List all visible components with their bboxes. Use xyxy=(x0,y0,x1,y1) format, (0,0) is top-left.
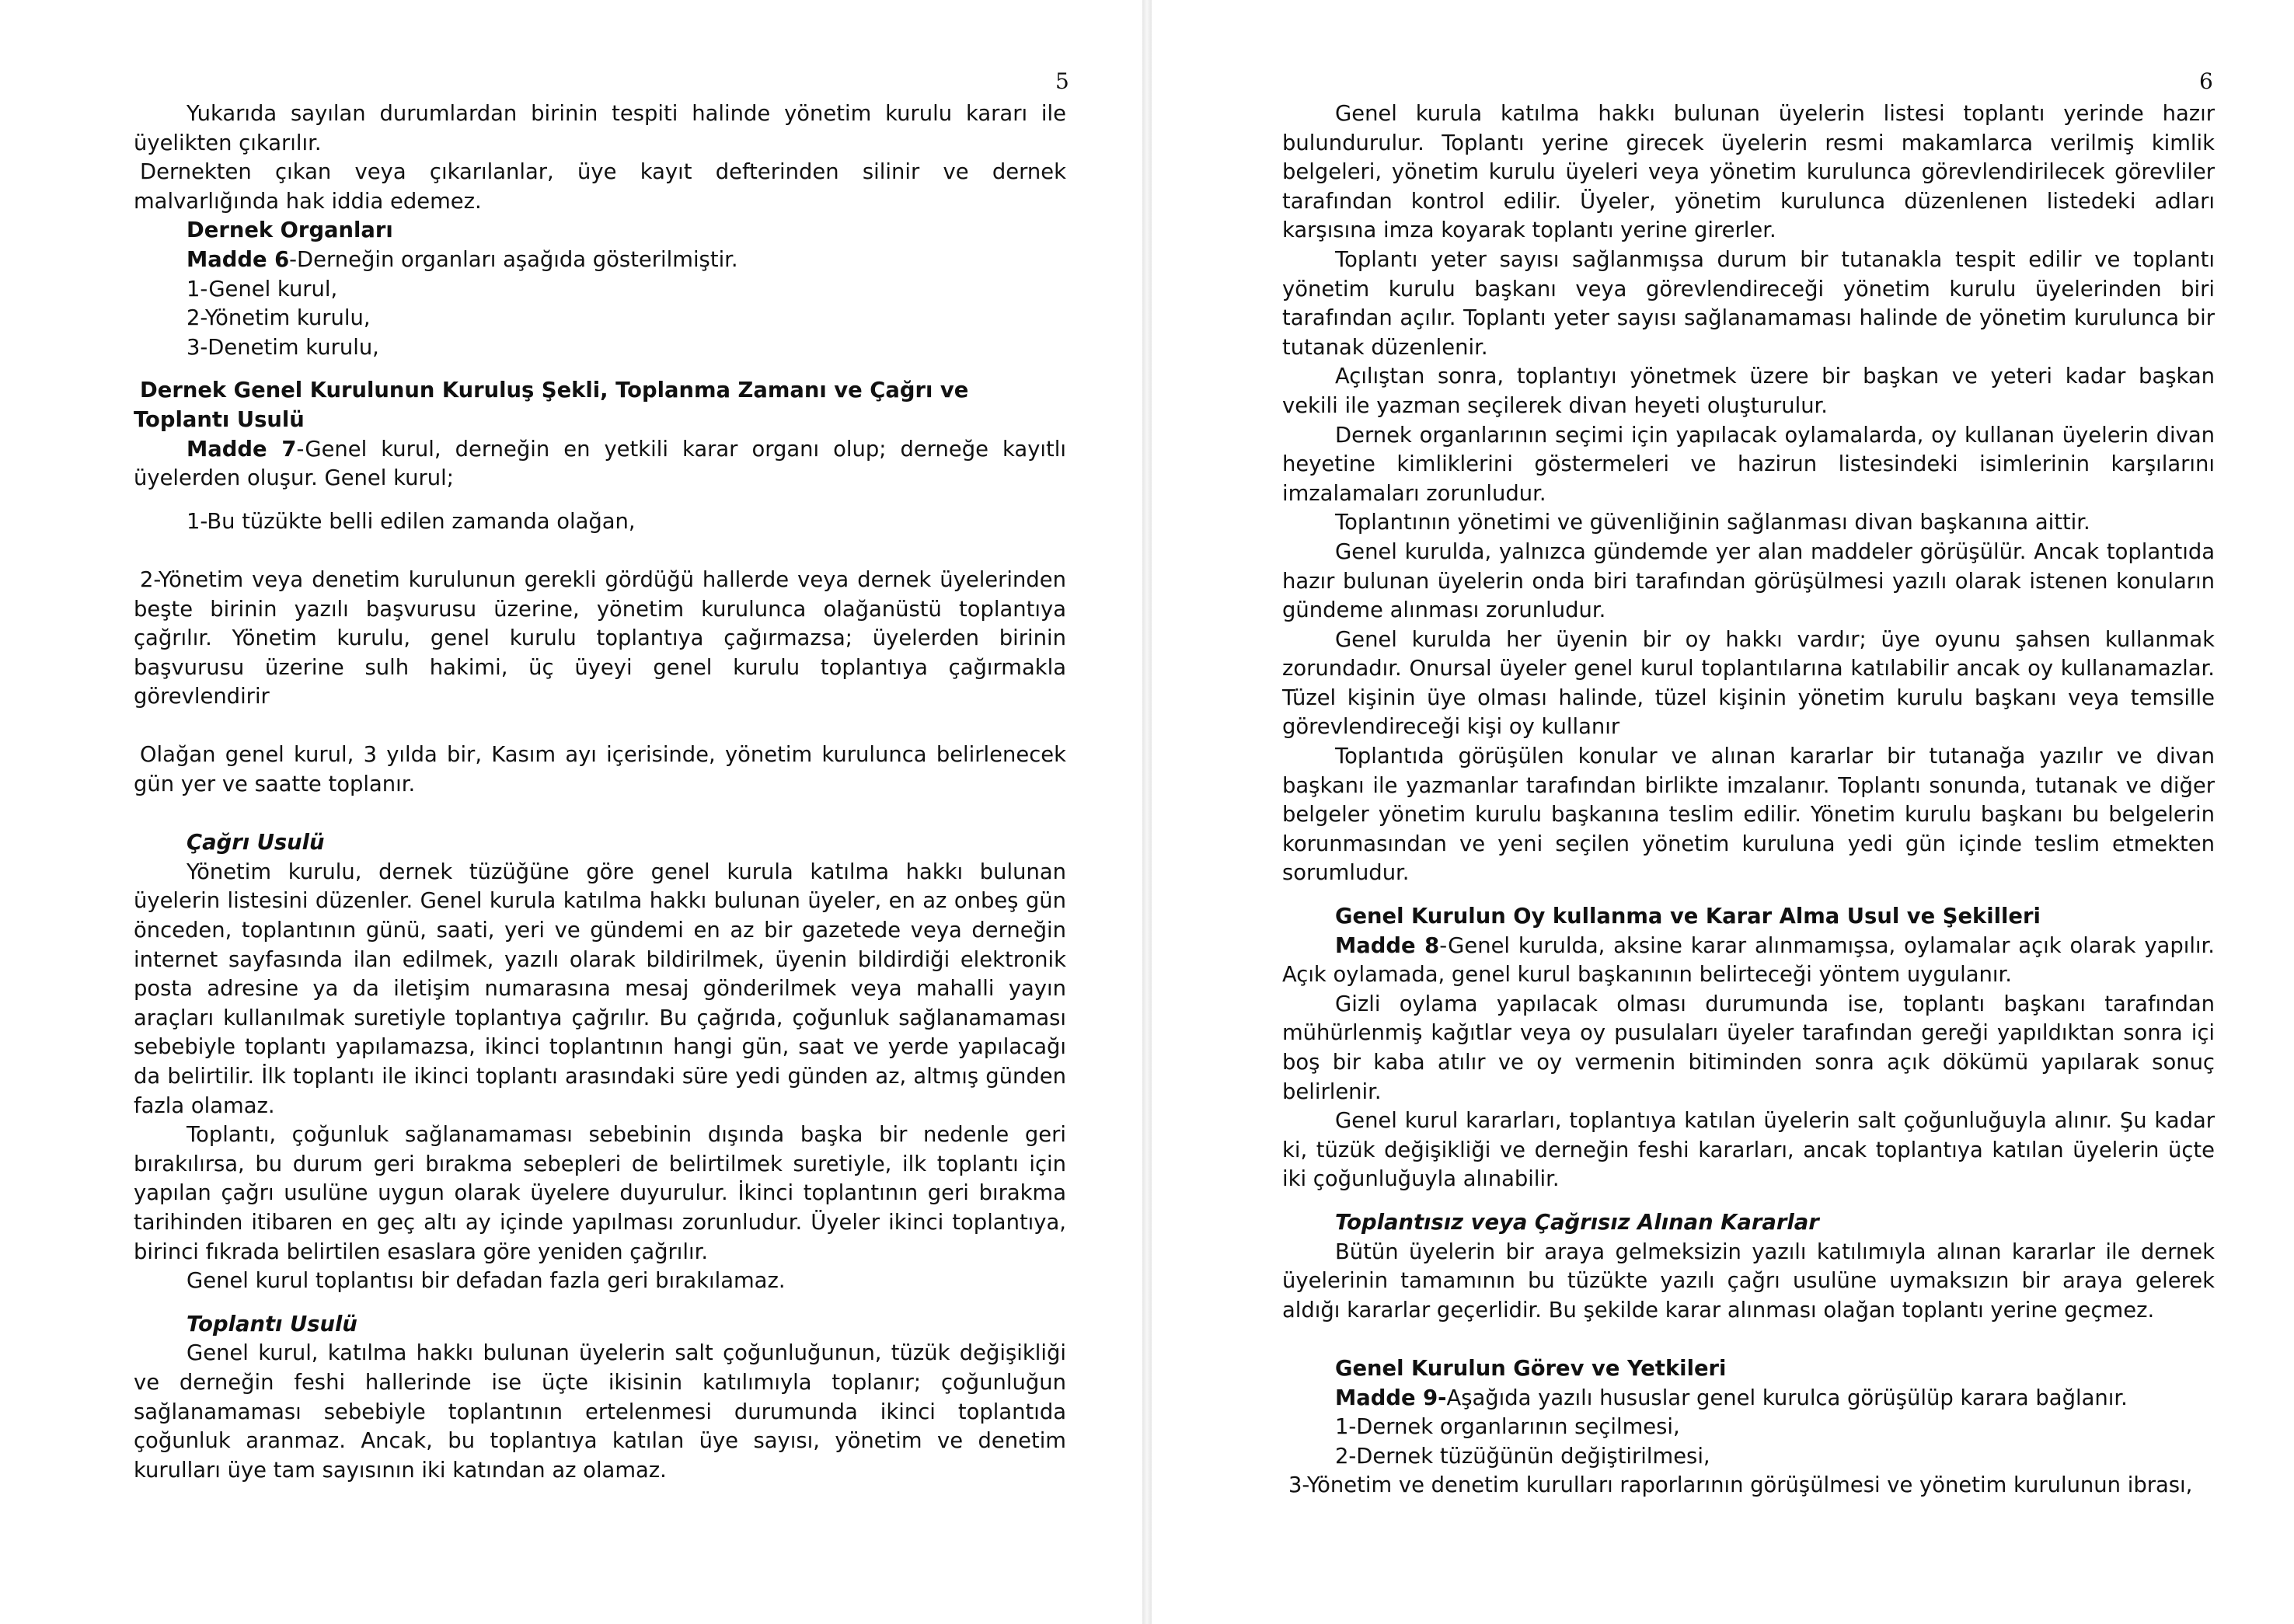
list-item: 2-Yönetim veya denetim kurulunun gerekli gördüğü hallerde veya dernek üyelerinden beşte birinin yazılı başvurusu üzerine, yönetim kurulunca olağanüstü toplantıya çağrılır. Yönetim kurulu, genel kurulu toplantıya çağırmazsa; üyelerden birinin başvurusu üzerine sulh hakimi, üç üyeyi genel kurulu toplantıya çağırmakla görevlendirir xyxy=(134,567,1066,709)
paragraph: Toplantının yönetimi ve güvenliğinin sağlanması divan başkanına aittir. xyxy=(1335,511,2090,535)
spacer xyxy=(1282,1325,2215,1354)
paragraph: Dernekten çıkan veya çıkarılanlar, üye kayıt defterinden silinir ve dernek malvarlığında hak iddia edemez. xyxy=(134,160,1066,214)
paragraph: Dernek organlarının seçimi için yapılacak oylamalarda, oy kullanan üyelerin divan heyetine kimliklerini göstermeleri ve hazirun listesindeki isimlerinin karşılarını imzalamaları zorunludur. xyxy=(1282,423,2215,506)
page-content xyxy=(1282,99,2215,1500)
page-left xyxy=(0,0,1142,1624)
spacer xyxy=(1282,1194,2215,1208)
list-item: 1-Genel kurul, xyxy=(187,277,338,301)
article-7 xyxy=(134,435,1066,493)
section-heading: Çağrı Usulü xyxy=(187,831,325,856)
paragraph: Toplantı, çoğunluk sağlanamaması sebebinin dışında başka bir nedenle geri bırakılırsa, bu durum geri bırakma sebepleri de belirtilmek suretiyle, ilk toplantı için yapılan çağrı usulüne uygun olarak üyelere duyurulur. İkinci toplantının geri bırakma tarihinden itibaren en geç altı ay içinde yapılması zorunludur. Üyeler ikinci toplantıya, birinci fıkrada belirtilen esaslara göre yeniden çağrılır. xyxy=(134,1123,1066,1264)
section-heading: Genel Kurulun Görev ve Yetkileri xyxy=(1335,1356,1727,1381)
paragraph: Açılıştan sonra, toplantıyı yönetmek üzere bir başkan ve yeteri kadar başkan vekili ile yazman seçilerek divan heyeti oluşturulur. xyxy=(1282,364,2215,418)
paragraph: Bütün üyelerin bir araya gelmeksizin yazılı katılımıyla alınan kararlar ile dernek üyelerinin tamamının bu tüzükte yazılı çağrı usulüne uymaksızın bir araya gelerek aldığı kararlar geçerlidir. Bu şekilde karar alınması olağan toplantı yerine geçmez. xyxy=(1282,1239,2215,1323)
list-item: 3-Denetim kurulu, xyxy=(187,335,379,360)
article-9 xyxy=(1282,1384,2215,1413)
section-heading: Toplantısız veya Çağrısız Alınan Kararlar xyxy=(1335,1210,1819,1235)
list-item: 1-Bu tüzükte belli edilen zamanda olağan, xyxy=(187,509,636,534)
section-heading: Toplantı Usulü xyxy=(187,1312,357,1336)
spacer xyxy=(134,493,1066,507)
article-6 xyxy=(134,246,1066,275)
section-heading: Dernek Organları xyxy=(187,218,393,243)
list-item: 1-Dernek organlarının seçilmesi, xyxy=(1335,1415,1680,1440)
list-item: 2-Yönetim kurulu, xyxy=(187,306,371,331)
section-heading: Genel Kurulun Oy kullanma ve Karar Alma Usul ve Şekilleri xyxy=(1335,904,2041,929)
paragraph: Genel kurul kararları, toplantıya katılan üyelerin salt çoğunluğuyla alınır. Şu kadar ki, tüzük değişikliği ve derneğin feshi kararları, ancak toplantıya katılan üyelerin üçte iki çoğunluğuyla alınabilir. xyxy=(1282,1109,2215,1192)
paragraph: Toplantı yeter sayısı sağlanmışsa durum bir tutanakla tespit edilir ve toplantı yönetim kurulu başkanı veya görevlendireceği yönetim kurulu üyelerinden biri tarafından açılır. Toplantı yeter sayısı sağlanamaması halinde de yönetim kurulunca bir tutanak düzenlenir. xyxy=(1282,247,2215,360)
paragraph: Olağan genel kurul, 3 yılda bir, Kasım ayı içerisinde, yönetim kurulunca belirlenecek gün yer ve saatte toplanır. xyxy=(134,743,1066,797)
page-gutter xyxy=(1142,0,1152,1624)
list-item: 2-Dernek tüzüğünün değiştirilmesi, xyxy=(1335,1444,1710,1469)
paragraph: Genel kurul toplantısı bir defadan fazla geri bırakılamaz. xyxy=(187,1269,786,1294)
article-label: Madde 6 xyxy=(187,247,290,272)
paragraph: Genel kurulda, yalnızca gündemde yer alan maddeler görüşülür. Ancak toplantıda hazır bulunan üyelerin onda biri tarafından görüşülmesi yazılı olarak istenen konuların gündeme alınması zorunludur. xyxy=(1282,539,2215,623)
paragraph: Toplantıda görüşülen konular ve alınan kararlar bir tutanağa yazılır ve divan başkanı ile yazmanlar tarafından birlikte imzalanır. Toplantı sonunda, tutanak ve diğer belgeler yönetim kurulu başkanına teslim edilir. Yönetim kurulu başkanı bu belgelerin korunmasından ve yeni seçilen yönetim kuruluna yedi gün içinde teslim etmekten sorumludur. xyxy=(1282,744,2215,886)
paragraph: Genel kurula katılma hakkı bulunan üyelerin listesi toplantı yerinde hazır bulundurulur. Toplantı yerine girecek üyelerin resmi makamlarca verilmiş kimlik belgeleri, yönetim kurulu üyeleri veya yönetim kurulunca görevlendirilecek görevliler tarafından kontrol edilir. Üyeler, yönetim kurulunca düzenlenen listedeki adları karşısına imza koyarak toplantı yerine girerler. xyxy=(1282,102,2215,243)
spacer xyxy=(134,800,1066,829)
spacer xyxy=(134,1296,1066,1310)
paragraph: Genel kurul, katılma hakkı bulunan üyelerin salt çoğunluğunun, tüzük değişikliği ve derneğin feshi hallerinde ise üçte ikisinin katılımıyla toplanır; çoğunluğun sağlanamaması sebebiyle toplantının ertelenmesi durumunda ikinci toplantıda çoğunluk aranmaz. Ancak, bu toplantıya katılan üye sayısı, yönetim ve denetim kurulları üye tam sayısının iki katından az olamaz. xyxy=(134,1341,1066,1483)
article-label: Madde 9- xyxy=(1335,1385,1447,1410)
spacer xyxy=(134,536,1066,566)
article-label: Madde 7 xyxy=(187,437,297,462)
article-text: -Genel kurul, derneğin en yetkili karar organı olup; derneğe kayıtlı üyelerden oluşur. Genel kurul; xyxy=(134,437,1066,491)
paragraph: Gizli oylama yapılacak olması durumunda ise, toplantı başkanı tarafından mühürlenmiş kağıtlar veya oy pusulaları üyeler tarafından gereği yapıldıktan sonra içi boş bir kaba atılır ve oy vermenin bitiminden sonra açık dökümü yapılarak sonuç belirlenir. xyxy=(1282,991,2215,1104)
article-text: Aşağıda yazılı hususlar genel kurulca görüşülüp karara bağlanır. xyxy=(1446,1385,2128,1410)
list-item: 3-Yönetim ve denetim kurulları raporlarının görüşülmesi ve yönetim kurulunun ibrası, xyxy=(1288,1473,2193,1498)
article-text: -Genel kurulda, aksine karar alınmamışsa, oylamalar açık olarak yapılır. Açık oylamada, genel kurul başkanının belirteceği yöntem uygulanır. xyxy=(1282,933,2215,988)
article-label: Madde 8 xyxy=(1335,933,1440,958)
article-text: -Derneğin organları aşağıda gösterilmiştir. xyxy=(289,247,738,272)
page-number: 6 xyxy=(2199,68,2213,94)
spacer xyxy=(134,362,1066,376)
paragraph: Yukarıda sayılan durumlardan birinin tespiti halinde yönetim kurulu kararı ile üyelikten çıkarılır. xyxy=(134,102,1066,155)
spacer xyxy=(134,712,1066,741)
section-heading: Dernek Genel Kurulunun Kuruluş Şekli, Toplanma Zamanı ve Çağrı ve Toplantı Usulü xyxy=(134,378,969,432)
paragraph: Genel kurulda her üyenin bir oy hakkı vardır; üye oyunu şahsen kullanmak zorundadır. Onursal üyeler genel kurul toplantılarına katılabilir ancak oy kullanamazlar. Tüzel kişinin üye olması halinde, tüzel kişinin yönetim kurulu başkanı veya temsille görevlendireceği kişi oy kullanır xyxy=(1282,627,2215,740)
page-number: 5 xyxy=(1055,68,1069,94)
page-content xyxy=(134,99,1066,1485)
spacer xyxy=(1282,888,2215,902)
paragraph: Yönetim kurulu, dernek tüzüğüne göre genel kurula katılma hakkı bulunan üyelerin listesini düzenler. Genel kurula katılma hakkı bulunan üyeler, en az onbeş gün önceden, toplantının günü, saati, yeri ve gündemi en az bir gazetede veya derneğin internet sayfasında ilan edilmek, yazılı olarak bildirilmek, üyenin bildirdiği elektronik posta adresine ya da iletişim numarasına mesaj gönderilmek veya mahalli yayın araçları kullanılmak suretiyle toplantıya çağrılır. Bu çağrıda, çoğunluk sağlanamaması sebebiyle toplantı yapılamazsa, ikinci toplantının hangi gün, saat ve yerde yapılacağı da belirtilir. İlk toplantı ile ikinci toplantı arasındaki süre yedi günden az, altmış günden fazla olamaz. xyxy=(134,859,1066,1118)
article-8 xyxy=(1282,932,2215,990)
page-right xyxy=(1152,0,2294,1624)
